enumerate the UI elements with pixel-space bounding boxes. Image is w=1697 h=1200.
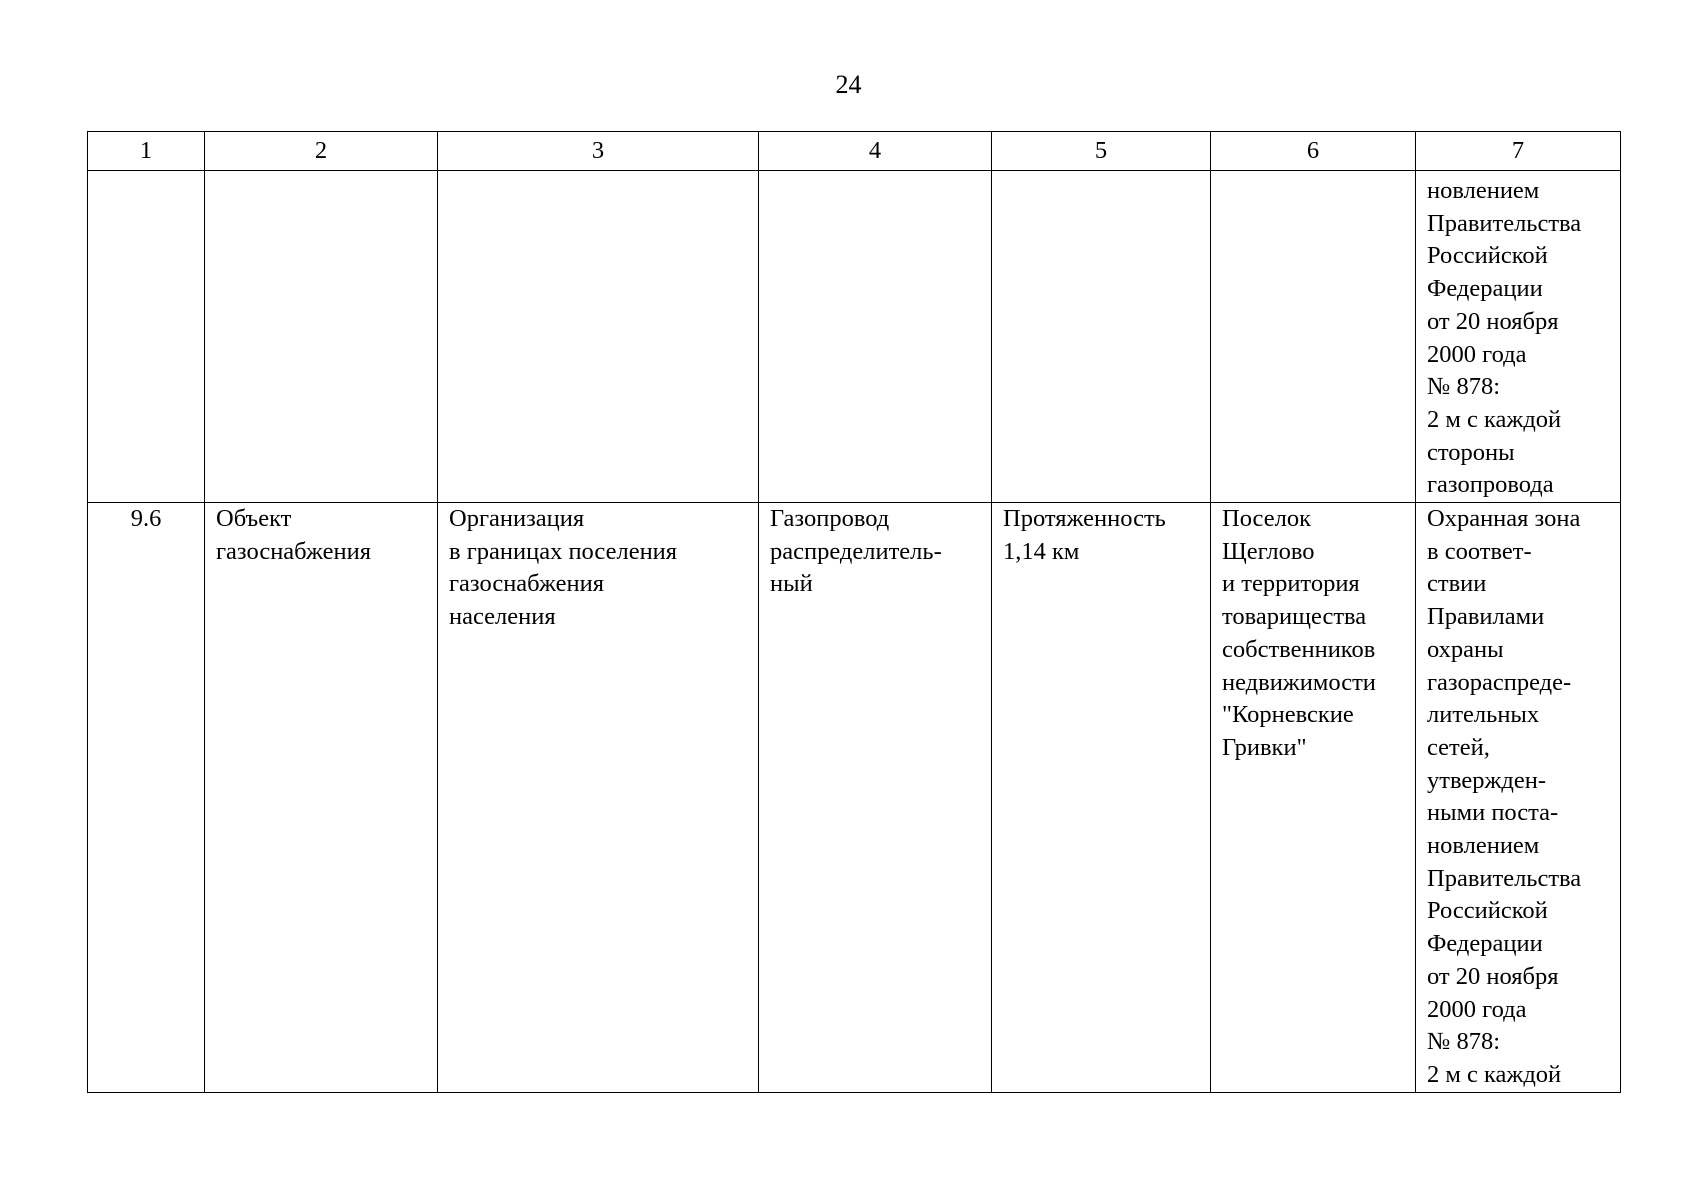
- cell-type: Газопровод распределитель- ный: [759, 503, 992, 1093]
- cell-location: Поселок Щеглово и территория товарищества собственников недвижимости "Корневские Гривки": [1211, 503, 1416, 1093]
- table-header-row: [88, 132, 1621, 171]
- header-cell-2: 2: [205, 132, 438, 171]
- document-table: [87, 131, 1621, 1093]
- header-cell-4: 4: [759, 132, 992, 171]
- cell-object: [205, 171, 438, 503]
- cell-location: [1211, 171, 1416, 503]
- header-cell-6: 6: [1211, 132, 1416, 171]
- header-cell-5: 5: [992, 132, 1211, 171]
- cell-purpose: Организация в границах поселения газоснабжения населения: [438, 503, 759, 1093]
- cell-type: [759, 171, 992, 503]
- header-cell-3: 3: [438, 132, 759, 171]
- cell-characteristics: Протяженность 1,14 км: [992, 503, 1211, 1093]
- cell-protection-zone: Охранная зона в соответ- ствии Правилами охраны газораспреде- лительных сетей, утвержден- ными поста- новлением Правительства Российской Федерации от 20 ноября 2000 года № 878: 2 м с каждой: [1416, 503, 1621, 1093]
- cell-object: Объект газоснабжения: [205, 503, 438, 1093]
- header-cell-7: 7: [1416, 132, 1621, 171]
- table-row-9-6: [88, 503, 1621, 1093]
- page-number: 24: [835, 70, 862, 99]
- cell-number: 9.6: [88, 503, 205, 1093]
- cell-characteristics: [992, 171, 1211, 503]
- cell-number: [88, 171, 205, 503]
- cell-protection-zone: новлением Правительства Российской Федерации от 20 ноября 2000 года № 878: 2 м с каждой стороны газопровода: [1416, 171, 1621, 503]
- table-row-continuation: [88, 171, 1621, 503]
- header-cell-1: 1: [88, 132, 205, 171]
- cell-purpose: [438, 171, 759, 503]
